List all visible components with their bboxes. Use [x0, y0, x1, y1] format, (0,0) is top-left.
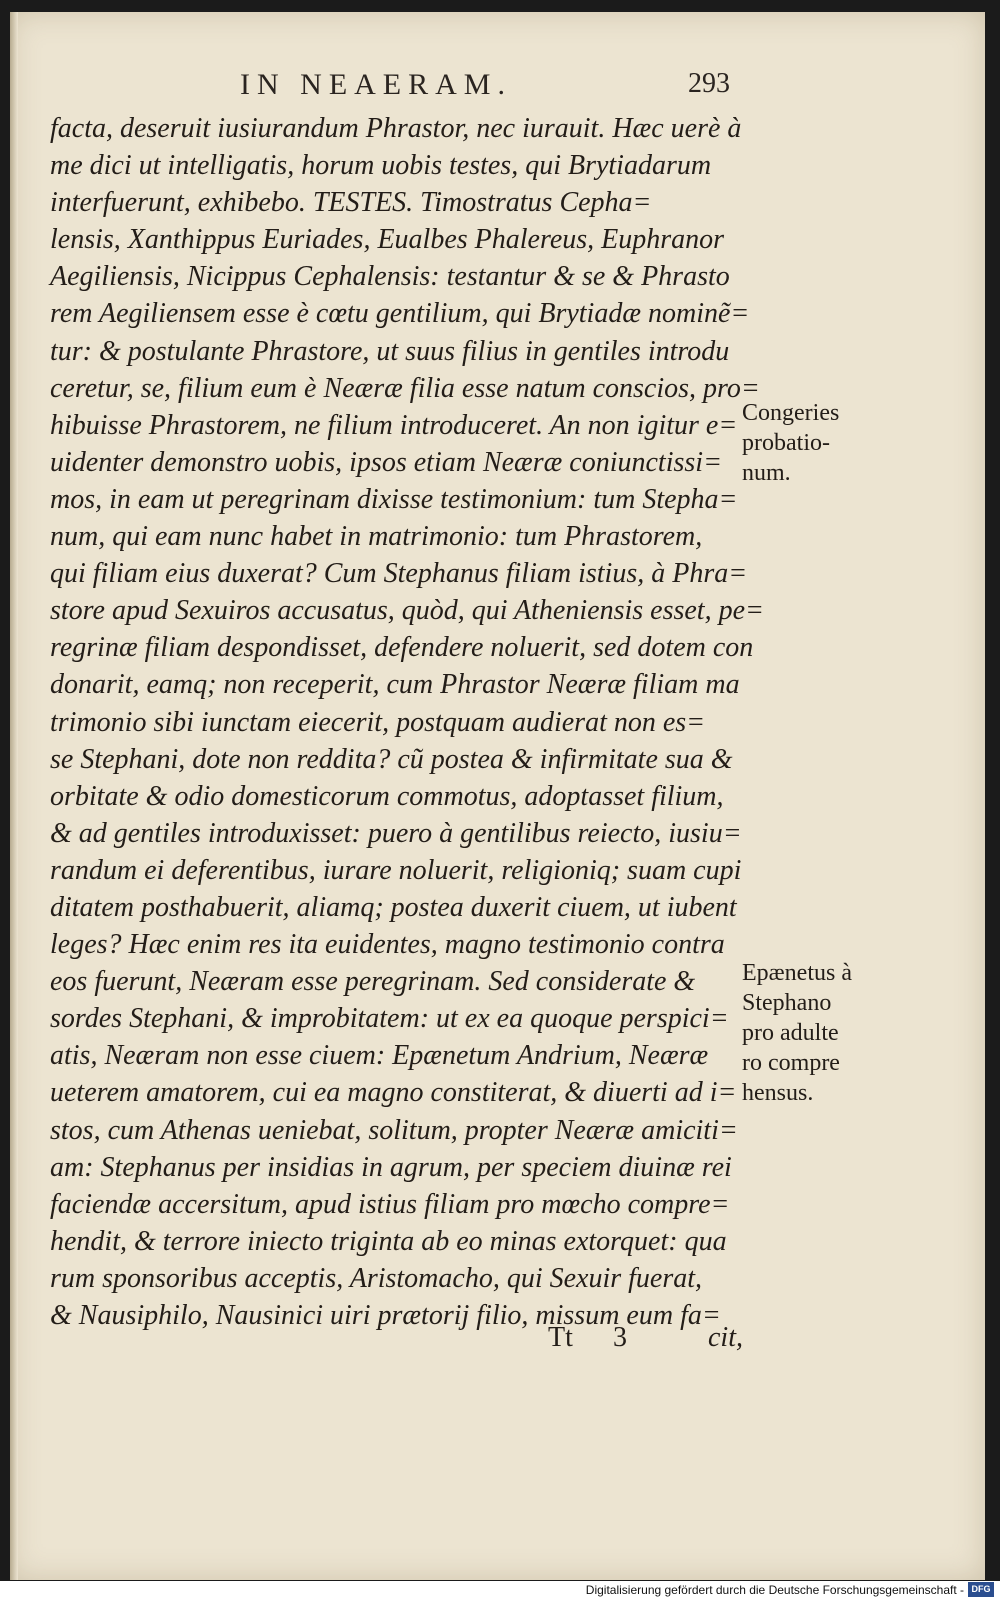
margin-note-line: num. — [742, 460, 791, 486]
signature-number: 3 — [613, 1322, 627, 1353]
text-line: Aegiliensis, Nicippus Cephalensis: testantur & se & Phrasto — [50, 261, 730, 293]
text-line: me dici ut intelligatis, horum uobis testes, qui Brytiadarum — [50, 150, 712, 182]
text-line: donarit, eamq; non receperit, cum Phrastor Neæræ filiam ma — [50, 669, 740, 701]
text-line: rum sponsoribus acceptis, Aristomacho, qui Sexuir fuerat, — [50, 1262, 703, 1294]
text-line: randum ei deferentibus, iurare noluerit, religioniq; suam cupi — [50, 854, 742, 886]
funding-credit: Digitalisierung gefördert durch die Deutsche Forschungsgemeinschaft - — [585, 1583, 964, 1597]
signature-mark: Tt — [548, 1322, 573, 1353]
dfg-logo-icon: DFG — [968, 1582, 994, 1597]
margin-note-line: pro adulte — [742, 1020, 839, 1046]
footer-band — [0, 1581, 1000, 1600]
text-line: ditatem posthabuerit, aliamq; postea duxerit ciuem, ut iubent — [50, 891, 737, 923]
text-line: sordes Stephani, & improbitatem: ut ex ea quoque perspici= — [50, 1003, 729, 1035]
text-line: qui filiam eius duxerat? Cum Stephanus filiam istius, à Phra= — [50, 558, 748, 590]
text-line: hendit, & terrore iniecto triginta ab eo minas extorquet: qua — [50, 1225, 727, 1257]
catchword: cit, — [708, 1322, 743, 1353]
text-line: facta, deseruit iusiurandum Phrastor, nec iurauit. Hæc uerè à — [50, 113, 742, 144]
text-line: faciendæ accersitum, apud istius filiam pro mœcho compre= — [50, 1188, 730, 1220]
margin-note-line: Stephano — [742, 990, 832, 1016]
text-line: eos fuerunt, Neæram esse peregrinam. Sed considerate & — [50, 966, 696, 998]
text-line: ceretur, se, filium eum è Neæræ filia esse natum conscios, pro= — [50, 372, 760, 404]
text-line: num, qui eam nunc habet in matrimonio: tum Phrastorem, — [50, 521, 703, 553]
margin-note-line: Epænetus à — [742, 960, 852, 986]
text-line: & Nausiphilo, Nausinici uiri prætorij filio, missum eum fa= — [50, 1300, 721, 1331]
text-line: se Stephani, dote non reddita? cũ postea & infirmitate sua & — [50, 743, 733, 775]
text-line: atis, Neæram non esse ciuem: Epænetum Andrium, Neæræ — [50, 1040, 709, 1072]
margin-note-line: Congeries — [742, 400, 840, 426]
page-number: 293 — [688, 68, 730, 99]
text-line: store apud Sexuiros accusatus, quòd, qui Atheniensis esset, pe= — [50, 595, 764, 627]
text-line: uidenter demonstro uobis, ipsos etiam Neæræ coniunctissi= — [50, 446, 722, 478]
margin-note-congeries — [742, 398, 839, 488]
text-line: tur: & postulante Phrastore, ut suus filius in gentiles introdu — [50, 335, 730, 367]
margin-note-line: hensus. — [742, 1080, 814, 1106]
text-line: hibuisse Phrastorem, ne filium introduceret. An non igitur e= — [50, 409, 738, 441]
text-line: lensis, Xanthippus Euriades, Eualbes Phalereus, Euphranor — [50, 224, 725, 256]
text-line: rem Aegiliensem esse è cœtu gentilium, qui Brytiadæ nominẽ= — [50, 298, 750, 330]
body-text — [50, 110, 764, 1334]
page-edge — [10, 12, 18, 1580]
text-line: stos, cum Athenas ueniebat, solitum, propter Neæræ amiciti= — [50, 1114, 738, 1146]
text-line: trimonio sibi iunctam eiecerit, postquam audierat non es= — [50, 706, 706, 738]
margin-note-line: probatio- — [742, 430, 830, 456]
running-head: IN NEAERAM. — [240, 68, 512, 101]
text-line: am: Stephanus per insidias in agrum, per speciem diuinæ rei — [50, 1151, 732, 1183]
text-line: ueterem amatorem, cui ea magno constiterat, & diuerti ad i= — [50, 1077, 737, 1109]
text-line: & ad gentiles introduxisset: puero à gentilibus reiecto, iusiu= — [50, 817, 742, 849]
text-line: interfuerunt, exhibebo. TESTES. Timostratus Cepha= — [50, 187, 652, 219]
text-line: leges? Hæc enim res ita euidentes, magno testimonio contra — [50, 929, 725, 961]
margin-note-epaenetus — [742, 958, 852, 1108]
text-line: orbitate & odio domesticorum commotus, adoptasset filium, — [50, 780, 724, 812]
text-line: regrinæ filiam despondisset, defendere noluerit, sed dotem con — [50, 632, 754, 664]
margin-note-line: ro compre — [742, 1050, 840, 1076]
text-line: mos, in eam ut peregrinam dixisse testimonium: tum Stepha= — [50, 483, 738, 515]
